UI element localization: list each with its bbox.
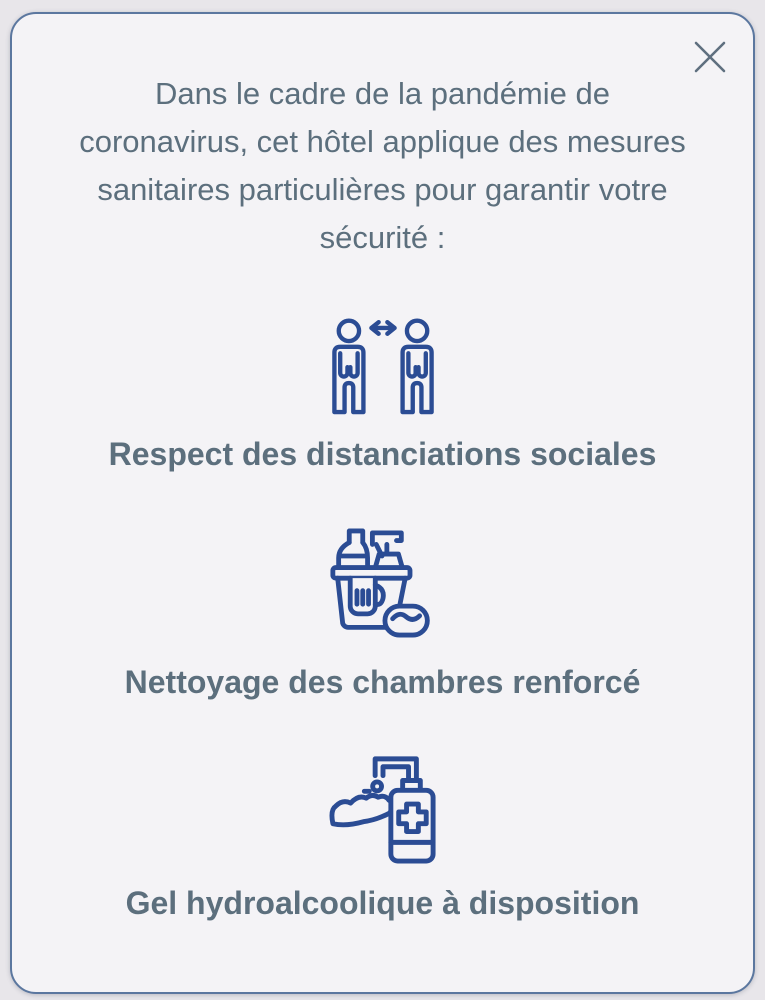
social-distancing-icon (324, 312, 442, 415)
close-x-icon (693, 40, 727, 74)
measure-hand-sanitizer (126, 751, 640, 922)
room-cleaning-icon (329, 523, 437, 643)
measure-label: Respect des distanciations sociales (108, 436, 657, 472)
dialog-intro-text: Dans le cadre de la pandémie de coronavirus, cet hôtel applique des mesures sanitaires particulières pour garantir votre sécurité : (79, 76, 686, 255)
measure-label: Nettoyage des chambres renforcé (124, 664, 641, 700)
sanitary-measures-dialog (10, 12, 755, 994)
measure-social-distancing (109, 312, 657, 473)
close-button[interactable] (691, 38, 729, 76)
measure-room-cleaning (125, 523, 641, 701)
measure-label: Gel hydroalcoolique à disposition (125, 885, 640, 921)
hand-sanitizer-icon (328, 751, 438, 864)
